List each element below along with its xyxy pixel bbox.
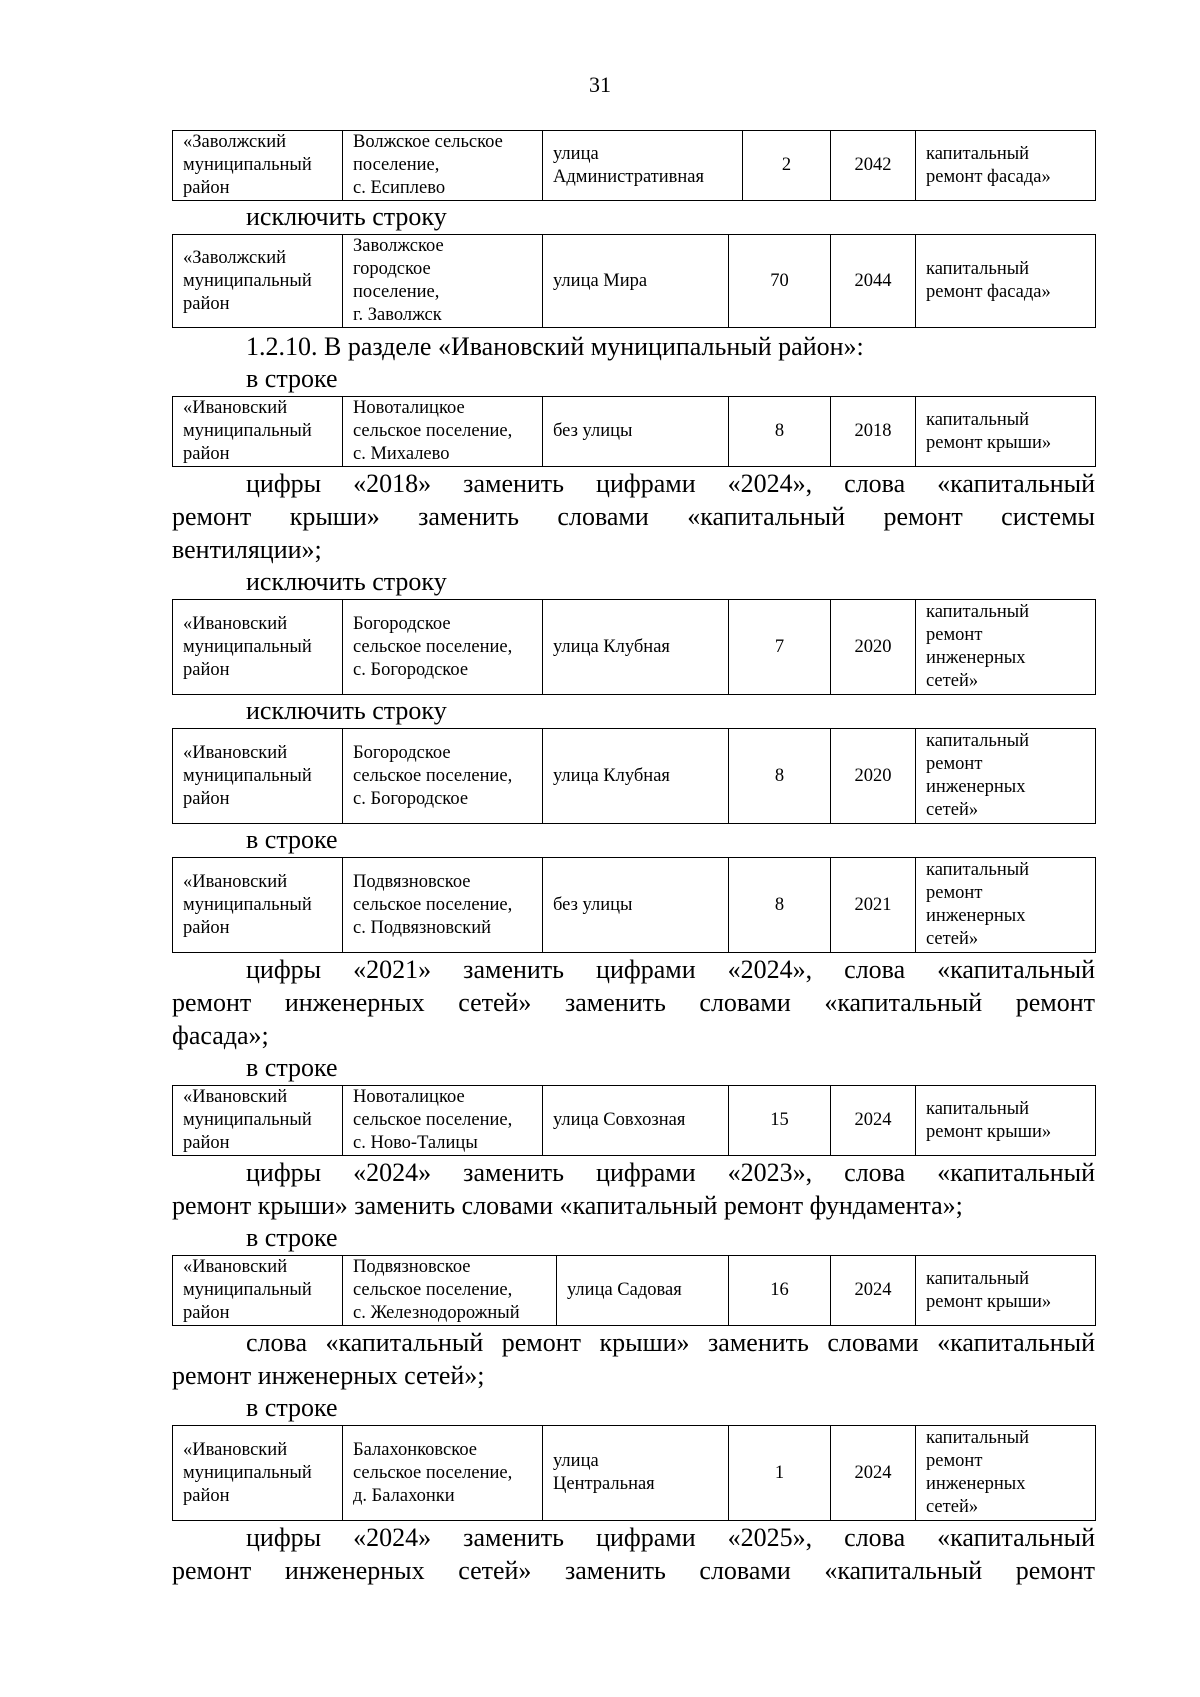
cell-line: инженерных (926, 648, 1026, 668)
cell-settlement (343, 600, 543, 695)
table-row-cells (173, 1086, 1096, 1156)
cell-line: район (183, 178, 230, 198)
table-row (172, 728, 1095, 824)
row-table (172, 130, 1096, 201)
cell-line: ремонт фасада» (926, 282, 1051, 302)
cell-line: сельское поселение, (353, 421, 513, 441)
cell-line: муниципальный (183, 421, 312, 441)
cell-line: улица (553, 1451, 599, 1471)
cell-street (543, 235, 729, 328)
cell-line: «Ивановский (183, 1439, 288, 1460)
cell-house-number: 8 (729, 397, 831, 467)
cell-line: «Ивановский (183, 1257, 288, 1277)
cell-line: Волжское сельское (353, 132, 503, 152)
cell-house-number: 1 (729, 1426, 831, 1521)
cell-line: ремонт крыши» (926, 1291, 1052, 1312)
paragraph-line: ремонт крыши» заменить словами «капитальный ремонт системы (172, 502, 1095, 531)
cell-line: район (183, 444, 230, 464)
cell-line: Новоталицкое (353, 1087, 465, 1107)
cell-line: ремонт крыши» (926, 432, 1052, 453)
cell-work-type (916, 600, 1096, 695)
cell-line: улица Клубная (553, 636, 670, 657)
cell-line: с. Михалево (353, 444, 450, 464)
cell-line: «Ивановский (183, 1087, 288, 1107)
cell-line: муниципальный (183, 270, 312, 291)
table-row (172, 130, 1095, 200)
cell-district (173, 397, 343, 467)
cell-work-type (916, 235, 1096, 328)
cell-year: 2020 (831, 729, 916, 824)
cell-district (173, 1256, 343, 1326)
paragraph-line: цифры «2024» заменить цифрами «2023», слова «капитальный (246, 1158, 1095, 1187)
section-heading: 1.2.10. В разделе «Ивановский муниципальный район»: (246, 332, 864, 361)
cell-street (543, 1086, 729, 1156)
cell-street (543, 131, 743, 201)
cell-line: сельское поселение, (353, 1462, 513, 1483)
cell-line: Центральная (553, 1474, 655, 1494)
cell-line: район (183, 1133, 230, 1153)
paragraph-line: ремонт инженерных сетей» заменить словами «капитальный ремонт (172, 988, 1095, 1017)
cell-settlement (343, 729, 543, 824)
cell-line: с. Есиплево (353, 178, 446, 198)
cell-street (543, 858, 729, 953)
cell-year: 2024 (831, 1426, 916, 1521)
cell-year: 2021 (831, 858, 916, 953)
table-row (172, 1085, 1095, 1156)
paragraph (172, 953, 1095, 1052)
cell-line: ремонт (926, 1451, 983, 1471)
table-row (172, 1255, 1095, 1326)
cell-line: муниципальный (183, 1462, 312, 1483)
cell-settlement (343, 1256, 557, 1326)
cell-year: 2024 (831, 1256, 916, 1326)
cell-line: поселение, (353, 282, 440, 302)
table-row-cells (173, 1256, 1096, 1326)
cell-line: капитальный (926, 1268, 1030, 1289)
cell-line: сельское поселение, (353, 1280, 513, 1300)
cell-settlement (343, 858, 543, 953)
cell-line: городское (353, 259, 431, 279)
cell-year: 2024 (831, 1086, 916, 1156)
cell-line: капитальный (926, 409, 1030, 430)
paragraph-line: слова «капитальный ремонт крыши» заменить словами «капитальный (246, 1328, 1095, 1357)
cell-line: сельское поселение, (353, 894, 513, 915)
table-row (172, 234, 1095, 328)
table-row-cells (173, 397, 1096, 467)
page-number: 31 (589, 72, 611, 97)
row-table (172, 234, 1096, 328)
cell-line: улица Садовая (567, 1280, 682, 1300)
cell-line: с. Ново-Талицы (353, 1133, 478, 1153)
cell-work-type (916, 858, 1096, 953)
cell-line: муниципальный (183, 1110, 312, 1130)
cell-street (543, 397, 729, 467)
table-row-cells (173, 600, 1096, 695)
cell-line: Балахонковское (353, 1439, 478, 1460)
cell-settlement (343, 397, 543, 467)
cell-line: капитальный (926, 1428, 1030, 1448)
cell-line: Заволжское (353, 236, 444, 256)
cell-line: район (183, 917, 230, 938)
instruction-exclude: исключить строку (246, 696, 447, 725)
table-row-cells (173, 131, 1096, 201)
cell-line: «Ивановский (183, 613, 288, 634)
cell-line: муниципальный (183, 1280, 312, 1300)
cell-line: улица Мира (553, 270, 648, 291)
cell-line: сельское поселение, (353, 636, 513, 657)
cell-house-number: 8 (729, 858, 831, 953)
cell-line: ремонт (926, 625, 983, 645)
instruction-exclude: исключить строку (246, 567, 447, 596)
cell-year: 2044 (831, 235, 916, 328)
cell-line: ремонт (926, 883, 983, 903)
paragraph-line: цифры «2024» заменить цифрами «2025», слова «капитальный (246, 1523, 1095, 1552)
cell-district (173, 131, 343, 201)
paragraph-line: вентиляции»; (172, 535, 322, 564)
paragraph (172, 1521, 1095, 1587)
cell-district (173, 1426, 343, 1521)
cell-line: ремонт крыши» (926, 1121, 1052, 1142)
paragraph-line: цифры «2021» заменить цифрами «2024», слова «капитальный (246, 955, 1095, 984)
cell-line: без улицы (553, 421, 633, 441)
cell-district (173, 1086, 343, 1156)
cell-line: с. Богородское (353, 788, 469, 809)
cell-work-type (916, 1086, 1096, 1156)
cell-line: Подвязновское (353, 1257, 471, 1277)
paragraph-line: фасада»; (172, 1021, 269, 1050)
cell-house-number: 15 (729, 1086, 831, 1156)
cell-line: поселение, (353, 155, 440, 175)
cell-line: Богородское (353, 742, 451, 763)
cell-line: Административная (553, 166, 705, 187)
table-row-cells (173, 1426, 1096, 1521)
instruction-exclude: исключить строку (246, 202, 447, 231)
paragraph (172, 1156, 1095, 1222)
cell-line: район (183, 293, 230, 314)
cell-work-type (916, 1426, 1096, 1521)
instruction-in-row: в строке (246, 1393, 338, 1422)
cell-line: с. Богородское (353, 659, 469, 680)
row-table (172, 599, 1096, 695)
cell-district (173, 729, 343, 824)
cell-line: капитальный (926, 860, 1030, 880)
row-table (172, 1425, 1096, 1521)
cell-line: Богородское (353, 613, 451, 634)
cell-line: инженерных (926, 906, 1026, 926)
table-row (172, 599, 1095, 695)
instruction-in-row: в строке (246, 364, 338, 393)
cell-work-type (916, 397, 1096, 467)
cell-line: инженерных (926, 777, 1026, 797)
cell-line: Новоталицкое (353, 398, 465, 418)
cell-line: капитальный (926, 602, 1030, 622)
row-table (172, 396, 1096, 467)
table-row (172, 396, 1095, 467)
cell-street (557, 1256, 729, 1326)
cell-line: без улицы (553, 894, 633, 915)
cell-line: ремонт фасада» (926, 166, 1051, 187)
cell-line: ремонт (926, 754, 983, 774)
cell-line: инженерных (926, 1474, 1026, 1494)
paragraph-line: ремонт инженерных сетей» заменить словами «капитальный ремонт (172, 1556, 1095, 1585)
cell-street (543, 729, 729, 824)
table-row (172, 857, 1095, 953)
row-table (172, 857, 1096, 953)
cell-district (173, 600, 343, 695)
cell-line: район (183, 1303, 230, 1323)
cell-line: «Ивановский (183, 398, 288, 418)
cell-line: район (183, 788, 230, 809)
cell-line: капитальный (926, 259, 1030, 279)
paragraph-line: ремонт инженерных сетей»; (172, 1361, 485, 1390)
cell-house-number: 8 (729, 729, 831, 824)
cell-district (173, 858, 343, 953)
cell-district (173, 235, 343, 328)
paragraph (172, 467, 1095, 566)
row-table (172, 1255, 1096, 1326)
table-row (172, 1425, 1095, 1521)
cell-line: муниципальный (183, 155, 312, 175)
cell-line: улица Клубная (553, 765, 670, 786)
cell-line: сетей» (926, 800, 979, 820)
cell-line: капитальный (926, 731, 1030, 751)
table-row-cells (173, 729, 1096, 824)
cell-line: «Ивановский (183, 871, 288, 892)
cell-work-type (916, 1256, 1096, 1326)
cell-line: сетей» (926, 1497, 979, 1517)
cell-year: 2020 (831, 600, 916, 695)
cell-street (543, 600, 729, 695)
paragraph-line: ремонт крыши» заменить словами «капитальный ремонт фундамента»; (172, 1191, 963, 1220)
cell-house-number: 16 (729, 1256, 831, 1326)
cell-line: «Заволжский (183, 247, 287, 268)
row-table (172, 728, 1096, 824)
cell-line: муниципальный (183, 636, 312, 657)
cell-line: г. Заволжск (353, 305, 442, 325)
cell-line: район (183, 1485, 230, 1506)
cell-street (543, 1426, 729, 1521)
cell-line: д. Балахонки (353, 1485, 455, 1506)
cell-house-number: 70 (729, 235, 831, 328)
cell-line: район (183, 659, 230, 680)
cell-line: улица Совхозная (553, 1110, 686, 1130)
paragraph-line: цифры «2018» заменить цифрами «2024», слова «капитальный (246, 469, 1095, 498)
cell-line: сельское поселение, (353, 765, 513, 786)
cell-settlement (343, 1086, 543, 1156)
cell-work-type (916, 729, 1096, 824)
table-row-cells (173, 235, 1096, 328)
cell-settlement (343, 235, 543, 328)
cell-line: капитальный (926, 143, 1030, 164)
cell-line: «Заволжский (183, 132, 287, 152)
cell-year: 2042 (831, 131, 916, 201)
table-row-cells (173, 858, 1096, 953)
cell-line: сельское поселение, (353, 1110, 513, 1130)
cell-work-type (916, 131, 1096, 201)
cell-year: 2018 (831, 397, 916, 467)
cell-line: сетей» (926, 671, 979, 691)
cell-line: муниципальный (183, 894, 312, 915)
cell-settlement (343, 1426, 543, 1521)
instruction-in-row: в строке (246, 1223, 338, 1252)
cell-line: улица (553, 143, 599, 164)
cell-line: с. Железнодорожный (353, 1303, 520, 1323)
cell-settlement (343, 131, 543, 201)
cell-line: муниципальный (183, 765, 312, 786)
cell-line: сетей» (926, 929, 979, 949)
cell-line: Подвязновское (353, 871, 471, 892)
instruction-in-row: в строке (246, 825, 338, 854)
cell-line: капитальный (926, 1098, 1030, 1119)
cell-line: с. Подвязновский (353, 917, 492, 938)
paragraph (172, 1326, 1095, 1392)
row-table (172, 1085, 1096, 1156)
instruction-in-row: в строке (246, 1053, 338, 1082)
cell-house-number: 2 (743, 131, 831, 201)
cell-line: «Ивановский (183, 742, 288, 763)
cell-house-number: 7 (729, 600, 831, 695)
